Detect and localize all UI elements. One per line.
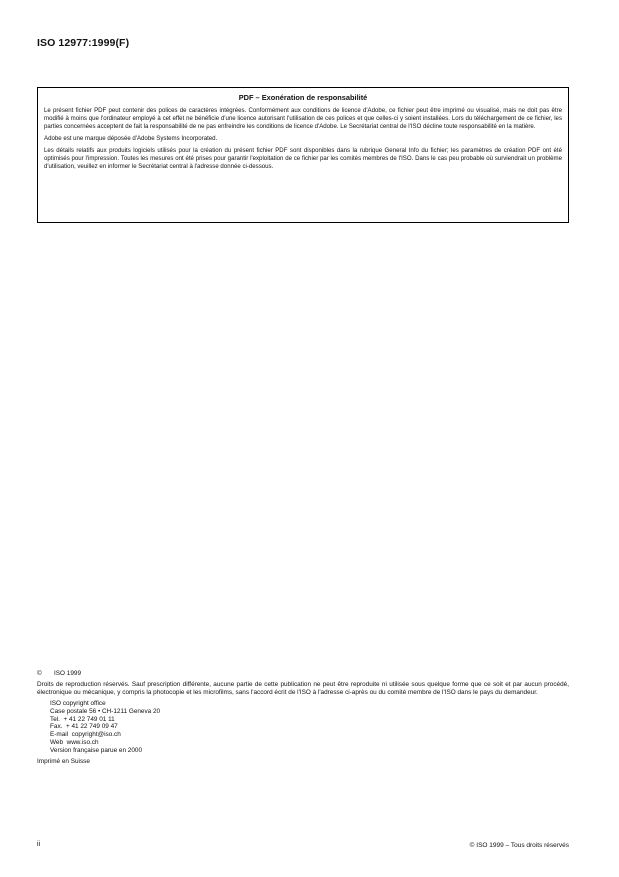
address-line: Fax. + 41 22 749 09 47 bbox=[50, 723, 118, 731]
disclaimer-title: PDF – Exonération de responsabilité bbox=[238, 93, 368, 102]
copyright-year: ISO 1999 bbox=[54, 670, 82, 677]
reproduction-rights-text: Droits de reproduction réservés. Sauf prescription différente, aucune partie de cette publication ne peut être reproduite ni utilisée sous quelque forme que ce soit et par aucun procédé, électronique ou mécanique, y compris la photocopie et les microfilms, sans l'accord écrit de l'ISO à l'adresse ci-après ou du comité membre de l'ISO dans le pays du demandeur. bbox=[37, 680, 569, 696]
address-line: Case postale 56 • CH-1211 Geneva 20 bbox=[50, 707, 161, 715]
footer-copyright: © ISO 1999 – Tous droits réservés bbox=[469, 842, 569, 849]
document-id-header: ISO 12977:1999(F) bbox=[37, 37, 130, 49]
address-line: ISO copyright office bbox=[50, 699, 106, 707]
copyright-notice bbox=[37, 670, 569, 766]
iso-copyright-office-address bbox=[50, 700, 569, 755]
printed-in-text: Imprimé en Suisse bbox=[37, 758, 90, 766]
disclaimer-paragraph-software-details: Les détails relatifs aux produits logiciels utilisés pour la création du présent fichier PDF sont disponibles dans la rubrique General Info du fichier; les paramètres de création PDF ont été optimisés pour l'impression. Toutes les mesures ont été prises pour garantir l'exploitation de ce fichier par les comités membres de l'ISO. Dans le cas peu probable où surviendrait un problème d'utilisation, veuillez en informer le Secrétariat central à l'adresse donnée ci-dessous. bbox=[44, 147, 562, 171]
disclaimer-paragraph-adobe-trademark: Adobe est une marque déposée d'Adobe Systems Incorporated. bbox=[44, 135, 218, 143]
copyright-symbol: © bbox=[37, 670, 42, 677]
address-line: Tel. + 41 22 749 01 11 bbox=[50, 715, 115, 723]
copyright-year-line bbox=[37, 670, 569, 678]
disclaimer-paragraph-fonts: Le présent fichier PDF peut contenir des polices de caractères intégrées. Conformément aux conditions de licence d'Adobe, ce fichier peut être imprimé ou visualisé, mais ne doit pas être modifié à moins que l'ordinateur employé à cet effet ne bénéficie d'une licence autorisant l'utilisation de ces polices et que celles-ci y soient installées. Lors du téléchargement de ce fichier, les parties concernées acceptent de fait la responsabilité de ne pas enfreindre les conditions de licence d'Adobe. Le Secrétariat central de l'ISO décline toute responsabilité en la matière. bbox=[44, 107, 562, 131]
address-line: Web www.iso.ch bbox=[50, 739, 99, 747]
pdf-disclaimer-box bbox=[37, 87, 569, 223]
page-number: ii bbox=[37, 841, 41, 848]
address-line: E-mail copyright@iso.ch bbox=[50, 731, 121, 739]
address-line: Version française parue en 2000 bbox=[50, 747, 143, 755]
